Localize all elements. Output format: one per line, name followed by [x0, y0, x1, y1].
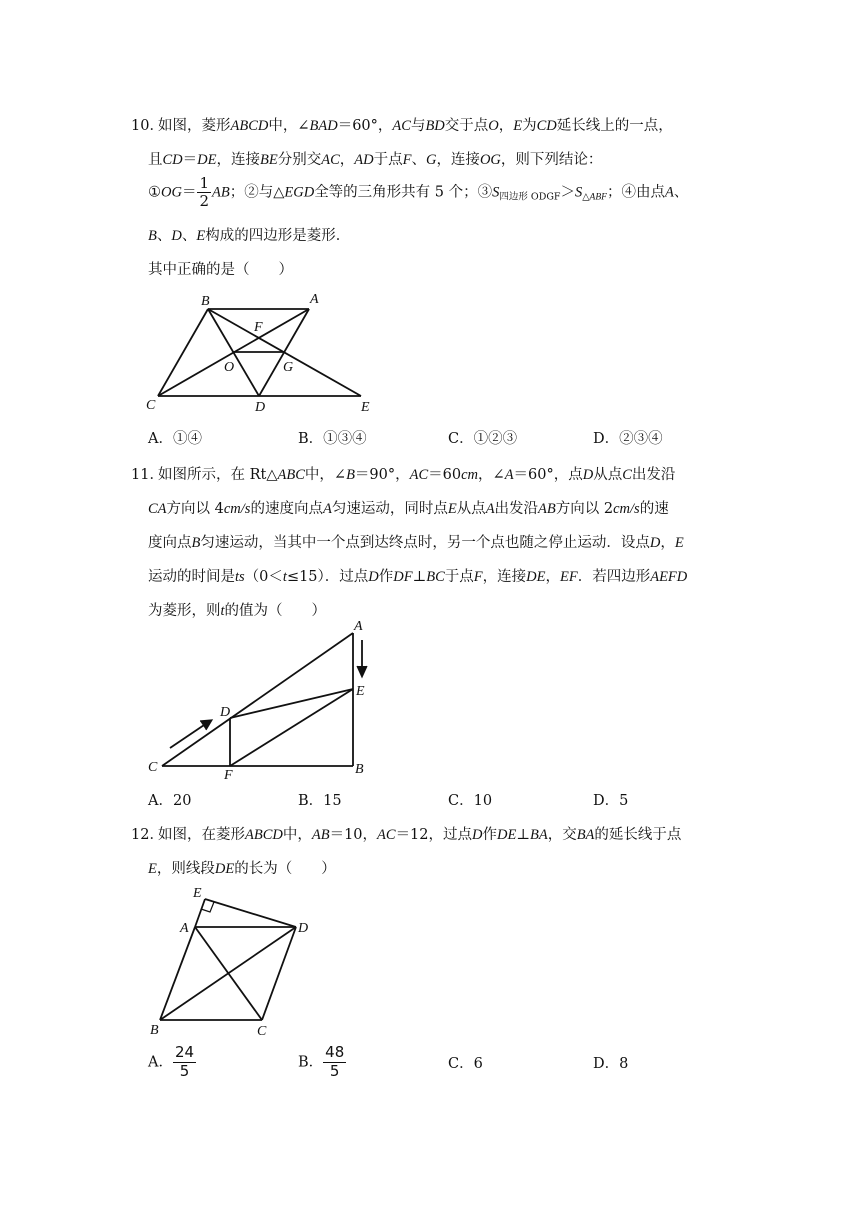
question-text-line: ①OG＝ $\frac{1}{2}$ AB；②与△EGD全等的三角形共有 5 个；$③S_{四边形 ODGF}>S_{\triangle ABF}$；④由点A、 [148, 174, 689, 210]
vertex-label-a: A [180, 921, 189, 936]
option-a[interactable]: A．20 [148, 793, 192, 809]
vertex-label-d: D [298, 921, 309, 936]
fraction: $\frac{48}{5}$ [325, 1043, 345, 1080]
option-c[interactable]: C．①②③ [448, 431, 518, 447]
fraction: $\frac{1}{2}$ [199, 174, 209, 210]
fraction: $\frac{24}{5}$ [174, 1043, 195, 1080]
question-number: 10． [131, 118, 164, 134]
vertex-label-c: C [146, 398, 156, 413]
vertex-label-b: B [201, 294, 210, 309]
question-text-line: CA方向以 4cm/s的速度向点A匀速运动，同时点E从点A出发沿AB方向以 2cm/s的速 [148, 501, 669, 517]
option-b[interactable]: B．①③④ [298, 431, 367, 447]
question-text-line: B、D、E构成的四边形是菱形． [148, 228, 351, 244]
vertex-label-c: C [257, 1024, 267, 1039]
question-text-line: E，则线段DE的长为（ ） [148, 861, 336, 877]
point-label-f: F [224, 768, 233, 783]
question-text-line: 如图，在菱形ABCD中，AB＝10，AC＝12，过点D作DE⊥BA，交BA的延长线于点 [158, 827, 682, 843]
option-d[interactable]: D．②③④ [593, 431, 663, 447]
vertex-label-b: B [150, 1023, 159, 1038]
option-b[interactable]: B． $\frac{48}{5}$ [298, 1043, 345, 1080]
option-a[interactable]: A． $\frac{24}{5}$ [148, 1043, 195, 1080]
option-d[interactable]: D．8 [593, 1056, 629, 1072]
question-text-line: 如图，菱形ABCD中，∠BAD＝60°，AC与BD交于点O，E为CD延长线上的一点， [158, 118, 673, 134]
point-label-e: E [193, 886, 202, 901]
vertex-label-b: B [355, 762, 364, 777]
question-text-line: 如图所示，在 Rt△ABC中，∠B＝90°，AC＝60cm，∠A＝60°，点D从点C出发沿 [158, 467, 676, 483]
vertex-label-a: A [310, 292, 319, 307]
option-c[interactable]: C．10 [448, 793, 493, 809]
option-c[interactable]: C．6 [448, 1056, 483, 1072]
point-label-g: G [283, 360, 294, 375]
question-text-line: 为菱形，则t的值为（ ） [148, 603, 327, 619]
point-label-d: D [220, 705, 231, 720]
point-label-e: E [356, 684, 365, 699]
vertex-label-d: D [255, 400, 266, 415]
vertex-label-a: A [354, 619, 363, 634]
vertex-label-c: C [148, 760, 158, 775]
option-d[interactable]: D．5 [593, 793, 629, 809]
question-text-line: 度向点B匀速运动，当其中一个点到达终点时，另一个点也随之停止运动．设点D，E [148, 535, 684, 551]
option-a[interactable]: A．①④ [148, 431, 202, 447]
question-number: 11． [131, 467, 164, 483]
point-label-e: E [361, 400, 370, 415]
question-number: 12． [131, 827, 164, 843]
point-label-o: O [224, 360, 235, 375]
option-b[interactable]: B．15 [298, 793, 342, 809]
point-label-f: F [254, 320, 263, 335]
question-text-line: 运动的时间是ts（0＜t≤15）．过点D作DF⊥BC于点F，连接DE，EF．若四边形AEFD [148, 569, 688, 585]
question-text-line: 且CD＝DE，连接BE分别交AC，AD于点F、G，连接OG，则下列结论： [148, 152, 603, 168]
question-prompt: 其中正确的是（ ） [148, 262, 293, 278]
